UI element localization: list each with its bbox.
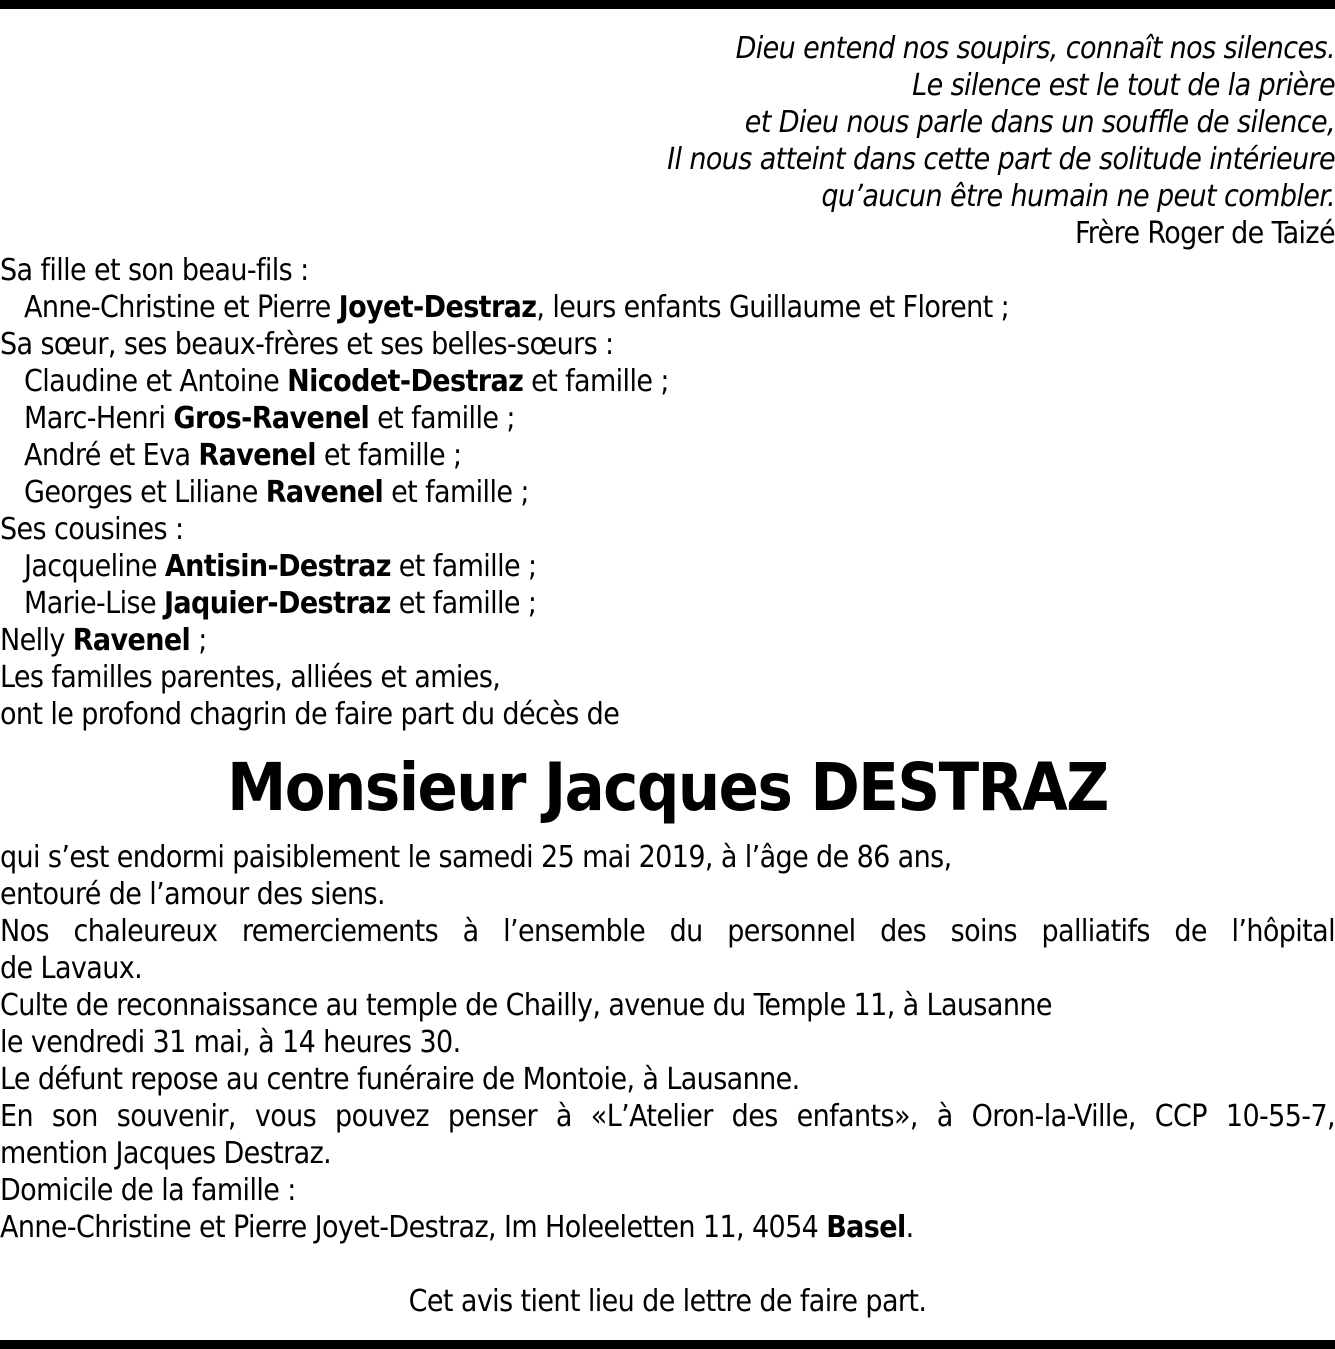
service-line: le vendredi 31 mai, à 14 heures 30. — [0, 1025, 461, 1060]
service-line: Culte de reconnaissance au temple de Chailly, avenue du Temple 11, à Lausanne — [0, 988, 1052, 1023]
memory-line: mention Jacques Destraz. — [0, 1136, 332, 1171]
domicile-address: Anne-Christine et Pierre Joyet-Destraz, Im Holeeletten 11, 4054 Basel. — [0, 1210, 914, 1245]
quote-line: Il nous atteint dans cette part de solitude intérieure — [667, 142, 1335, 177]
quote-line: qu’aucun être humain ne peut combler. — [821, 179, 1335, 214]
details — [0, 839, 1335, 1246]
deceased-name: Monsieur Jacques DESTRAZ — [227, 749, 1108, 826]
surname: Gros-Ravenel — [173, 401, 370, 436]
families-line: Les familles parentes, alliées et amies, — [0, 660, 501, 695]
announcement-line: ont le profond chagrin de faire part du décès de — [0, 697, 620, 732]
death-line: qui s’est endormi paisiblement le samedi 25 mai 2019, à l’âge de 86 ans, — [0, 840, 952, 875]
epigraph — [0, 30, 1335, 252]
domicile-city: Basel — [826, 1210, 906, 1245]
siblings-heading: Sa sœur, ses beaux-frères et ses belles-sœurs : — [0, 327, 614, 362]
daughter-heading: Sa fille et son beau-fils : — [0, 253, 309, 288]
family-entry: André et Eva Ravenel et famille ; — [24, 438, 462, 473]
family-entry: Marie-Lise Jaquier-Destraz et famille ; — [24, 586, 537, 621]
quote-line: Dieu entend nos soupirs, connaît nos silences. — [735, 31, 1335, 66]
surname: Nicodet-Destraz — [287, 364, 524, 399]
surname: Joyet-Destraz — [338, 290, 537, 325]
surname: Ravenel — [72, 623, 191, 658]
family-entry: Nelly Ravenel ; — [0, 623, 207, 658]
surname: Jaquier-Destraz — [163, 586, 391, 621]
quote-author: Frère Roger de Taizé — [1075, 216, 1335, 251]
surname: Ravenel — [198, 438, 316, 473]
thanks-line: Nos chaleureux remerciements à l’ensemble du personnel des soins palliatifs de l’hôpital — [0, 914, 1335, 949]
bottom-border — [0, 1340, 1335, 1349]
family-list — [0, 252, 1335, 733]
memory-line: En son souvenir, vous pouvez penser à «L’Atelier des enfants», à Oron-la-Ville, CCP 10-55-7, — [0, 1099, 1335, 1134]
surname: Ravenel — [265, 475, 384, 510]
family-entry: Marc-Henri Gros-Ravenel et famille ; — [24, 401, 515, 436]
domicile-heading: Domicile de la famille : — [0, 1173, 296, 1208]
quote-line: et Dieu nous parle dans un souffle de silence, — [744, 105, 1335, 140]
closing-line: Cet avis tient lieu de lettre de faire part. — [408, 1284, 927, 1319]
quote-line: Le silence est le tout de la prière — [912, 68, 1335, 103]
thanks-line: de Lavaux. — [0, 951, 143, 986]
cousins-heading: Ses cousines : — [0, 512, 184, 547]
family-entry: Claudine et Antoine Nicodet-Destraz et famille ; — [24, 364, 669, 399]
family-entry: Anne-Christine et Pierre Joyet-Destraz, leurs enfants Guillaume et Florent ; — [24, 290, 1010, 325]
surname: Antisin-Destraz — [164, 549, 391, 584]
family-entry: Georges et Liliane Ravenel et famille ; — [24, 475, 529, 510]
top-border — [0, 0, 1335, 9]
family-entry: Jacqueline Antisin-Destraz et famille ; — [24, 549, 537, 584]
death-line: entouré de l’amour des siens. — [0, 877, 385, 912]
repose-line: Le défunt repose au centre funéraire de Montoie, à Lausanne. — [0, 1062, 800, 1097]
obituary-notice — [0, 30, 1335, 1320]
